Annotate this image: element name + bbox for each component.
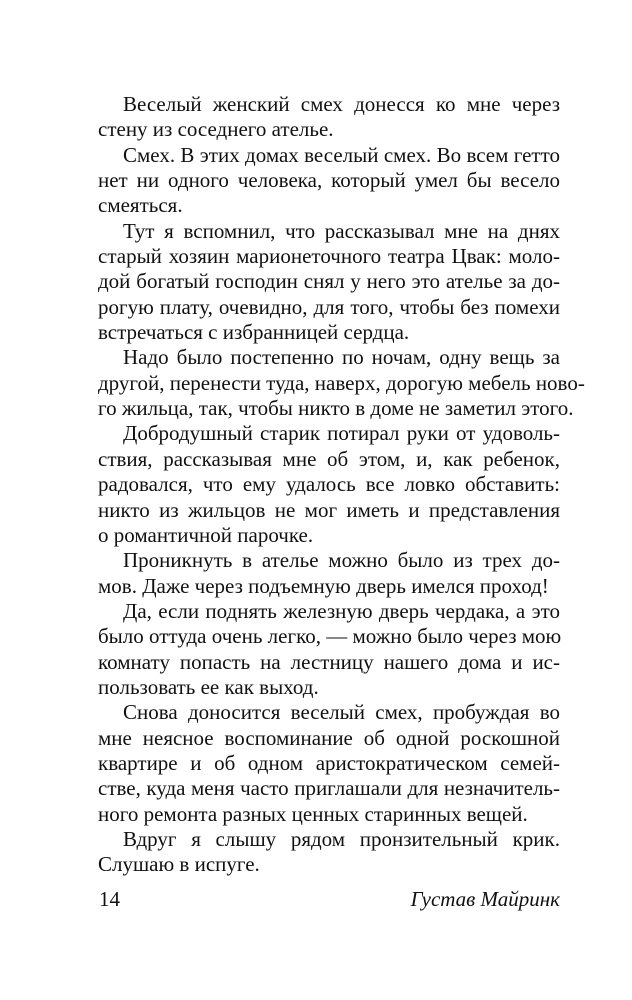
text-line: смеяться. xyxy=(98,193,183,218)
text-line: квартире и об одном аристократическом семей- xyxy=(98,750,560,775)
text-line: никто из жильцов не мог иметь и представления xyxy=(98,497,560,522)
text-line: дой богатый господин снял у него это ателье за до- xyxy=(98,269,560,294)
paragraph xyxy=(98,143,560,219)
text-line: встречаться с избранницей сердца. xyxy=(98,320,410,345)
paragraph xyxy=(98,219,560,346)
paragraph xyxy=(98,345,585,421)
paragraph xyxy=(98,700,560,827)
page-number: 14 xyxy=(99,887,120,911)
text-line: Да, если поднять железную дверь чердака, а это xyxy=(123,598,560,623)
text-line: мов. Даже через подъемную дверь имелся проход! xyxy=(98,573,549,598)
text-line: другой, перенести туда, наверх, дорогую мебель ново- xyxy=(98,370,585,395)
body-text xyxy=(98,92,585,878)
text-line: Добродушный старик потирал руки от удоволь- xyxy=(123,421,560,446)
text-line: пользовать ее как выход. xyxy=(98,674,319,699)
text-line: ного ремонта разных ценных старинных вещей. xyxy=(98,801,528,826)
text-line: мне неясное воспоминание об одной роскошной xyxy=(98,725,560,750)
paragraph xyxy=(98,599,560,700)
text-line: Веселый женский смех донесся ко мне через xyxy=(123,92,560,116)
paragraph xyxy=(98,548,560,599)
text-line: радовался, что ему удалось все ловко обставить: xyxy=(98,472,560,497)
paragraph xyxy=(98,421,560,548)
text-line: Слушаю в испуге. xyxy=(98,852,260,877)
text-line: стену из соседнего ателье. xyxy=(98,117,334,142)
text-line: Надо было постепенно по ночам, одну вещь за xyxy=(123,345,560,370)
text-line: ствия, рассказывая мне об этом, и, как ребенок, xyxy=(98,446,560,471)
paragraph xyxy=(98,92,560,143)
text-line: было оттуда очень легко, — можно было через мою xyxy=(98,624,562,649)
paragraph xyxy=(98,827,560,878)
running-footer-author: Густав Майринк xyxy=(410,887,560,911)
text-line: нет ни одного человека, который умел бы весело xyxy=(98,168,560,193)
text-line: комнату попасть на лестницу нашего дома и ис- xyxy=(98,649,560,674)
text-line: Смех. В этих домах веселый смех. Во всем гетто xyxy=(123,142,560,167)
text-line: старый хозяин марионеточного театра Цвак: моло- xyxy=(98,244,560,269)
text-line: рогую плату, очевидно, для того, чтобы без помехи xyxy=(98,294,560,319)
text-line: стве, куда меня часто приглашали для незначитель- xyxy=(98,776,560,801)
text-line: го жильца, так, чтобы никто в доме не заметил этого. xyxy=(98,396,574,421)
text-line: о романтичной парочке. xyxy=(98,522,314,547)
text-line: Снова доносится веселый смех, пробуждая во xyxy=(123,700,560,725)
text-line: Вдруг я слышу рядом пронзительный крик. xyxy=(123,826,560,851)
text-line: Проникнуть в ателье можно было из трех до- xyxy=(123,548,560,573)
text-line: Тут я вспомнил, что рассказывал мне на днях xyxy=(123,218,560,243)
